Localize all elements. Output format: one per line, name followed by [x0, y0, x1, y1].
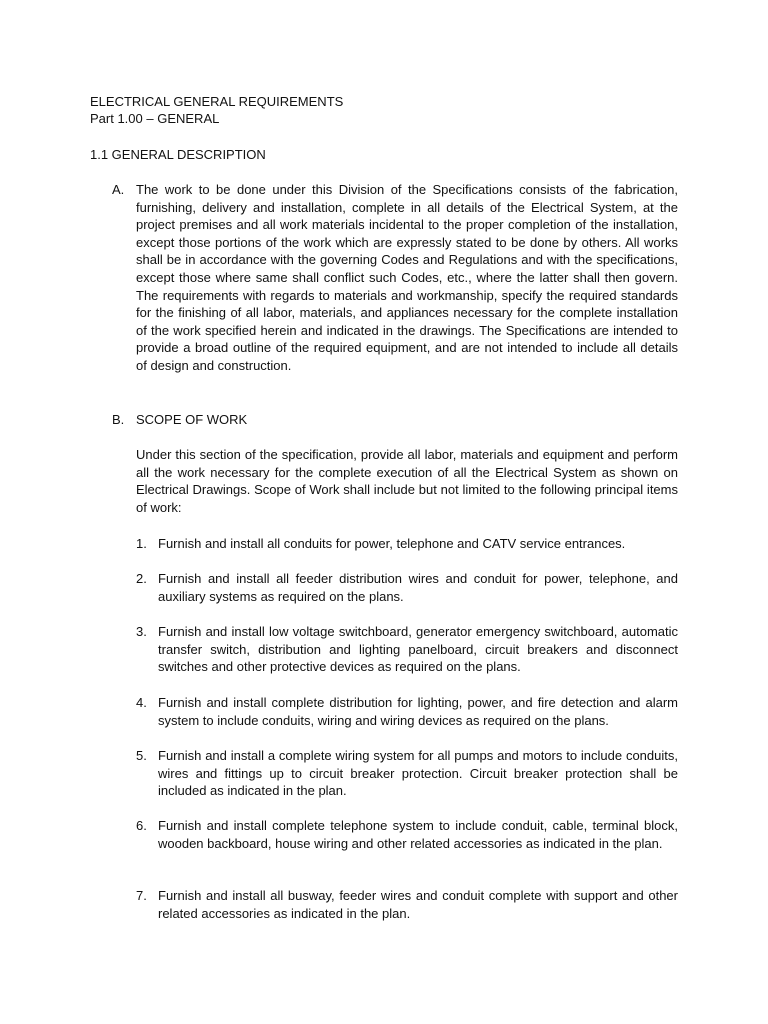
list-item-text: Furnish and install low voltage switchboard, generator emergency switchboard, automatic transfer switch, distribution and lighting panelboard, circuit breakers and disconnect switches and other protective devices as required on the plans.: [158, 624, 678, 675]
item-b: [112, 411, 678, 429]
list-item-marker: 7.: [136, 888, 147, 903]
list-item: [136, 694, 678, 729]
list-item-marker: 2.: [136, 571, 147, 586]
scope-intro: Under this section of the specification, provide all labor, materials and equipment and perform all the work necessary for the complete execution of all the Electrical System as shown on Electrical Drawings. Scope of Work shall include but not limited to the following principal items of work:: [136, 447, 678, 515]
list-item-text: Furnish and install all busway, feeder wires and conduit complete with support and other related accessories as indicated in the plan.: [158, 888, 678, 921]
list-item-text: Furnish and install all conduits for power, telephone and CATV service entrances.: [158, 536, 626, 551]
list-item: [136, 570, 678, 605]
list-item: [136, 887, 678, 922]
document-title: ELECTRICAL GENERAL REQUIREMENTS: [90, 94, 344, 109]
list-item-text: Furnish and install complete distribution for lighting, power, and fire detection and alarm system to include conduits, wiring and wiring devices as required on the plans.: [158, 695, 678, 728]
list-item-marker: 6.: [136, 818, 147, 833]
list-item-text: Furnish and install complete telephone system to include conduit, cable, terminal block, wooden backboard, house wiring and other related accessories as indicated in the plan.: [158, 818, 678, 851]
item-b-marker: B.: [112, 412, 125, 427]
item-a-text: The work to be done under this Division of the Specifications consists of the fabrication, furnishing, delivery and installation, complete in all details of the Electrical System, at the project premises and all work materials incidental to the proper completion of the installation, except those portions of the work which are expressly stated to be done by others. All works shall be in accordance with the governing Codes and Regulations and with the specifications, except those where same shall conflict such Codes, etc., where the latter shall then govern. The requirements with regards to materials and workmanship, specify the required standards for the finishing of all labor, materials, and appliances necessary for the complete installation of the work specified herein and indicated in the drawings. The Specifications are intended to provide a broad outline of the required equipment, and are not intended to include all details of design and construction.: [136, 182, 678, 373]
list-item: [136, 747, 678, 800]
list-item-marker: 1.: [136, 536, 147, 551]
item-a: [112, 181, 678, 375]
list-item-marker: 4.: [136, 695, 147, 710]
list-item-text: Furnish and install all feeder distribution wires and conduit for power, telephone, and auxiliary systems as required on the plans.: [158, 571, 678, 604]
section-heading: 1.1 GENERAL DESCRIPTION: [90, 147, 266, 162]
scope-of-work-heading: SCOPE OF WORK: [136, 412, 248, 427]
list-item-marker: 5.: [136, 748, 147, 763]
list-item-text: Furnish and install a complete wiring system for all pumps and motors to include conduits, wires and fittings up to circuit breaker protection. Circuit breaker protection shall be included as indicated in the plan.: [158, 748, 678, 799]
part-heading: Part 1.00 – GENERAL: [90, 111, 220, 126]
list-item: [136, 817, 678, 852]
list-item-marker: 3.: [136, 624, 147, 639]
item-a-marker: A.: [112, 182, 125, 197]
list-item: [136, 623, 678, 676]
list-item: [136, 535, 678, 553]
